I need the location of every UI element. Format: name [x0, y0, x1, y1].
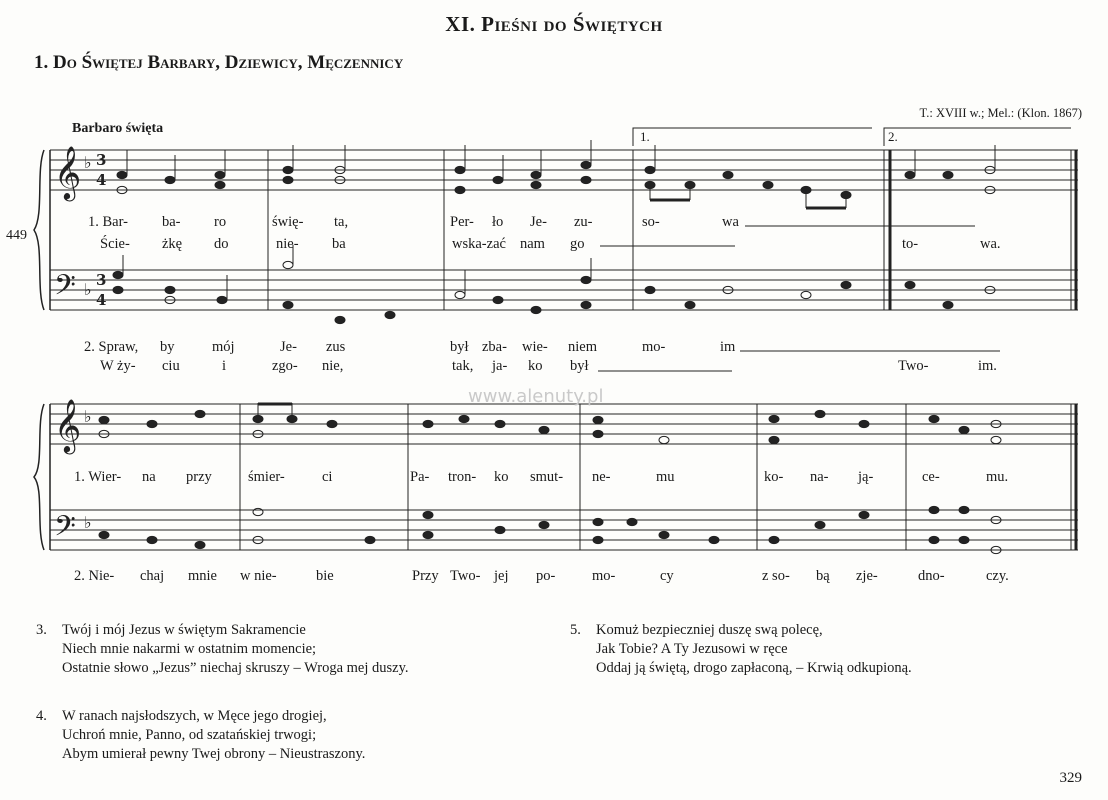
system-1-staves — [34, 128, 1078, 310]
stanza-line: Komuż bezpieczniej duszę swą polecę, — [596, 622, 823, 638]
lyric-syllable: by — [160, 339, 175, 355]
lyric-syllable: ne- — [592, 469, 611, 485]
svg-text:𝄢: 𝄢 — [54, 510, 76, 550]
lyric-syllable: był — [450, 339, 469, 355]
hymn-number: 449 — [6, 228, 27, 243]
lyric-syllable: żkę — [162, 236, 183, 252]
stanza-line: Twój i mój Jezus w świętym Sakramencie — [62, 622, 306, 638]
lyric-syllable: go — [570, 236, 585, 252]
lyric-syllable: 2. Spraw, — [84, 339, 139, 355]
lyric-syllable: zu- — [574, 214, 593, 230]
hymn-title: 1. Do Świętej Barbary, Dziewicy, Męczennicy — [34, 52, 404, 73]
lyric-syllable: ci — [322, 469, 333, 485]
lyric-syllable: Pa- — [410, 469, 430, 485]
lyric-syllable: 1. Bar- — [88, 214, 128, 230]
lyric-syllable: zje- — [856, 568, 878, 584]
lyric-syllable: ta, — [334, 214, 349, 230]
lyric-syllable: im — [720, 339, 736, 355]
lyric-syllable: w nie- — [240, 568, 277, 584]
page-number: 329 — [1059, 770, 1082, 786]
lyric-syllable: nie- — [276, 236, 299, 252]
lyric-syllable: ło — [492, 214, 504, 230]
lyric-syllable: ko — [494, 469, 509, 485]
lyric-syllable: jej — [494, 568, 509, 584]
volta-1-label: 1. — [640, 129, 650, 144]
svg-text:♭: ♭ — [84, 280, 92, 299]
lyric-syllable: im. — [978, 358, 997, 374]
lyric-syllable: zgo- — [272, 358, 298, 374]
lyric-syllable: bie — [316, 568, 334, 584]
lyric-syllable: mu. — [986, 469, 1009, 485]
lyric-syllable: wa. — [980, 236, 1001, 252]
svg-text:♭: ♭ — [84, 407, 92, 426]
lyric-syllable: niem — [568, 339, 597, 355]
lyric-syllable: smut- — [530, 469, 564, 485]
lyric-syllable: tron- — [448, 469, 477, 485]
watermark: www.alenuty.pl — [468, 386, 604, 407]
lyric-syllable: wska-zać — [452, 236, 506, 252]
svg-text:𝄢: 𝄢 — [54, 269, 76, 309]
lyric-syllable: bą — [816, 568, 830, 584]
lyric-syllable: Per- — [450, 214, 474, 230]
svg-text:4: 4 — [96, 171, 107, 189]
stanza-number: 5. — [570, 622, 581, 638]
lyric-syllable: zba- — [482, 339, 507, 355]
svg-text:♭: ♭ — [84, 153, 92, 172]
lyric-syllable: śmier- — [248, 469, 285, 485]
lyric-syllable: to- — [902, 236, 919, 252]
credits: T.: XVIII w.; Mel.: (Klon. 1867) — [919, 106, 1082, 120]
lyric-syllable: z so- — [762, 568, 790, 584]
lyric-syllable: świę- — [272, 214, 304, 230]
stanza-line: Oddaj ją świętą, drogo zapłaconą, – Krwią odkupioną. — [596, 660, 912, 676]
lyric-syllable: mu — [656, 469, 675, 485]
lyric-syllable: po- — [536, 568, 556, 584]
stanza-line: Abym umierał pewny Twej obrony – Nieustraszony. — [62, 746, 366, 762]
lyric-syllable: ja- — [492, 358, 508, 374]
stanza-line: Uchroń mnie, Panno, od szatańskiej trwogi; — [62, 727, 317, 743]
lyric-syllable: chaj — [140, 568, 165, 584]
lyric-syllable: wa — [722, 214, 739, 230]
lyric-syllable: nam — [520, 236, 545, 252]
stanza-line: Jak Tobie? A Ty Jezusowi w ręce — [596, 641, 788, 657]
svg-text:♭: ♭ — [84, 513, 92, 532]
svg-text:𝄞: 𝄞 — [54, 398, 82, 452]
svg-text:3: 3 — [96, 151, 107, 169]
lyric-syllable: Je- — [530, 214, 547, 230]
lyric-syllable: nie, — [322, 358, 344, 374]
stanza-number: 3. — [36, 622, 47, 638]
stanza-line: Niech mnie nakarmi w ostatnim momencie; — [62, 641, 317, 657]
svg-text:4: 4 — [96, 291, 107, 309]
lyric-syllable: Je- — [280, 339, 297, 355]
lyric-syllable: dno- — [918, 568, 945, 584]
lyric-syllable: zus — [326, 339, 346, 355]
lyric-syllable: 1. Wier- — [74, 469, 122, 485]
lyric-syllable: cy — [660, 568, 674, 584]
lyric-syllable: ce- — [922, 469, 940, 485]
lyric-syllable: mnie — [188, 568, 217, 584]
lyric-syllable: mo- — [642, 339, 666, 355]
lyric-syllable: ro — [214, 214, 227, 230]
lyric-syllable: mo- — [592, 568, 616, 584]
lyric-syllable: W ży- — [100, 358, 136, 374]
lyric-syllable: i — [222, 358, 227, 374]
stanza-line: W ranach najsłodszych, w Męce jego drogiej, — [62, 708, 327, 724]
lyric-syllable: ją- — [858, 469, 874, 485]
section-title: XI. Pieśni do Świętych — [445, 12, 663, 36]
incipit: Barbaro święta — [72, 121, 164, 136]
stanza-line: Ostatnie słowo „Jezus” niechaj skruszy – Wroga mej duszy. — [62, 660, 409, 676]
lyric-syllable: do — [214, 236, 229, 252]
svg-text:𝄞: 𝄞 — [54, 145, 82, 199]
lyric-syllable: Ście- — [100, 236, 130, 252]
lyric-syllable: był — [570, 358, 589, 374]
lyric-syllable: ciu — [162, 358, 180, 374]
lyric-syllable: ko- — [764, 469, 784, 485]
lyric-syllable: czy. — [986, 568, 1009, 584]
lyric-syllable: ko — [528, 358, 543, 374]
lyric-syllable: Two- — [450, 568, 481, 584]
notes-s1-lower — [113, 245, 995, 324]
lyric-syllable: wie- — [522, 339, 548, 355]
lyric-syllable: na- — [810, 469, 829, 485]
svg-text:3: 3 — [96, 271, 107, 289]
volta-2-label: 2. — [888, 129, 898, 144]
lyric-syllable: Przy — [412, 568, 439, 584]
stanza-number: 4. — [36, 708, 47, 724]
lyric-syllable: na — [142, 469, 156, 485]
lyric-syllable: ba — [332, 236, 346, 252]
lyric-syllable: mój — [212, 339, 235, 355]
lyric-syllable: ba- — [162, 214, 181, 230]
lyric-syllable: przy — [186, 469, 212, 485]
lyric-syllable: tak, — [452, 358, 474, 374]
lyric-syllable: Two- — [898, 358, 929, 374]
lyric-syllable: 2. Nie- — [74, 568, 115, 584]
lyric-syllable: so- — [642, 214, 660, 230]
